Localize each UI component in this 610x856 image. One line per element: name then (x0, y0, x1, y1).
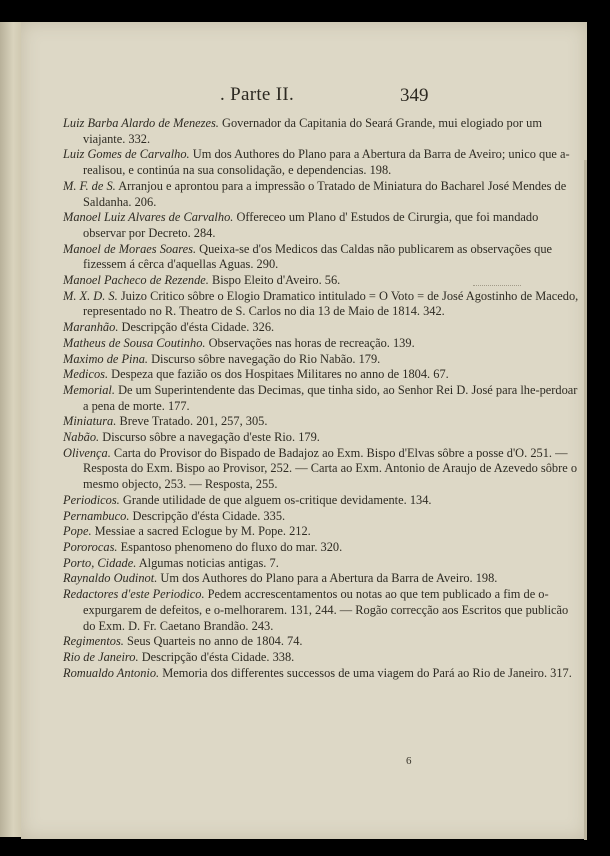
entry-name: Pororocas. (63, 539, 118, 554)
index-entry (63, 430, 581, 446)
entry-text: Um dos Authores do Plano para a Abertura da Barra de Aveiro; unico que a-realisou, e continúa na sua consolidação, e dependencias. 198. (83, 147, 570, 178)
entry-text: Carta do Provisor do Bispado de Badajoz ao Exm. Bispo d'Elvas sôbre a posse d'O. 251. — Resposta do Exm. Bispo ao Provisor, 252. — Carta ao Exm. Antonio de Araujo de Azevedo sôbre o mesmo objecto, 253. — Resposta, 255. (83, 445, 578, 492)
entry-text: Memoria dos differentes successos de uma viagem do Pará ao Rio de Janeiro. 317. (159, 665, 572, 680)
entry-name: Pope. (63, 524, 92, 539)
entry-name: M. F. de S. (63, 178, 116, 193)
index-entry (63, 383, 581, 414)
index-entry (63, 289, 581, 320)
entry-name: Matheus de Sousa Coutinho. (63, 335, 206, 350)
entry-name: Regimentos. (63, 634, 124, 649)
entry-name: Medicos. (63, 367, 109, 382)
index-entry (63, 650, 581, 666)
entry-text: Espantoso phenomeno do fluxo do mar. 320. (117, 539, 343, 554)
entry-text: Grande utilidade de que alguem os-critique devidamente. 134. (119, 492, 432, 507)
entry-name: Luiz Gomes de Carvalho. (63, 147, 190, 162)
index-entry (63, 493, 581, 509)
entry-text: Seus Quarteis no anno de 1804. 74. (123, 634, 303, 649)
page-header (21, 84, 587, 114)
index-entries (63, 116, 581, 681)
index-entry (63, 320, 581, 336)
entry-name: Memorial. (63, 382, 115, 397)
entry-text: De um Superintendente das Decimas, que tinha sido, ao Senhor Rei D. José para lhe-perdoar a pena de morte. 177. (83, 382, 578, 413)
index-entry (63, 446, 581, 493)
entry-text: Descripção d'ésta Cidade. 338. (138, 649, 295, 664)
entry-name: Rio de Janeiro. (63, 649, 139, 664)
entry-name: Pernambuco. (63, 508, 130, 523)
entry-text: Queixa-se d'os Medicos das Caldas não publicarem as observações que fizessem á cêrca d'aquellas Aguas. 290. (83, 241, 553, 272)
index-entry (63, 524, 581, 540)
index-entry (63, 634, 581, 650)
entry-text: Bispo Eleito d'Aveiro. 56. (208, 273, 341, 288)
index-entry (63, 242, 581, 273)
index-entry (63, 147, 581, 178)
entry-text: Discurso sôbre a navegação d'este Rio. 179. (99, 430, 320, 445)
entry-name: Manoel Luiz Alvares de Carvalho. (63, 210, 234, 225)
entry-name: Periodicos. (63, 492, 120, 507)
entry-name: M. X. D. S. (63, 288, 118, 303)
page-number: 349 (400, 85, 429, 106)
entry-text: Um dos Authores do Plano para a Abertura da Barra de Aveiro. 198. (157, 571, 498, 586)
entry-text: Descripção d'ésta Cidade. 326. (118, 320, 275, 335)
index-entry (63, 116, 581, 147)
index-entry (63, 540, 581, 556)
entry-text: Breve Tratado. 201, 257, 305. (116, 414, 268, 429)
index-entry (63, 179, 581, 210)
entry-name: Luiz Barba Alardo de Menezes. (63, 116, 219, 130)
entry-text: Juizo Critico sôbre o Elogio Dramatico intitulado = O Voto = de José Agostinho de Macedo, representado no R. Theatro de S. Carlos no dia 13 de Maio de 1814. 342. (83, 288, 579, 319)
index-entry (63, 509, 581, 525)
entry-name: Romualdo Antonio. (63, 665, 160, 680)
entry-text: Messiae a sacred Eclogue by M. Pope. 212. (91, 524, 311, 539)
entry-name: Olivença. (63, 445, 111, 460)
facing-page-edge (0, 22, 22, 837)
index-entry (63, 414, 581, 430)
index-entry (63, 210, 581, 241)
running-head: . Parte II. (220, 84, 294, 105)
entry-name: Maranhão. (63, 320, 119, 335)
entry-name: Redactores d'este Periodico. (63, 587, 205, 602)
entry-text: Arranjou e aprontou para a impressão o Tratado de Miniatura do Bacharel José Mendes de Saldanha. 206. (83, 178, 567, 209)
index-entry (63, 666, 581, 682)
index-entry (63, 367, 581, 383)
entry-text: Despeza que fazião os dos Hospitaes Militares no anno de 1804. 67. (108, 367, 449, 382)
index-entry (63, 571, 581, 587)
index-entry (63, 556, 581, 572)
entry-name: Manoel de Moraes Soares. (63, 241, 197, 256)
index-entry (63, 587, 581, 634)
signature-mark: 6 (406, 755, 412, 767)
entry-name: Porto, Cidade. (63, 555, 137, 570)
page-edge (584, 160, 587, 840)
book-page (21, 22, 587, 839)
entry-name: Miniatura. (63, 414, 117, 429)
entry-text: Algumas noticias antigas. 7. (136, 555, 279, 570)
index-entry (63, 273, 581, 289)
index-entry (63, 336, 581, 352)
entry-text: Offereceo um Plano d' Estudos de Cirurgia, que foi mandado observar por Decreto. 284. (83, 210, 539, 240)
entry-name: Nabão. (63, 430, 100, 445)
entry-text: Governador da Capitania do Seará Grande, mui elogiado por um viajante. 332. (83, 116, 542, 146)
entry-text: Pedem accrescentamentos ou notas ao que tem publicado a fim de o-expurgarem de defeitos, e o-melhorarem. 131, 244. — Rogão correcção aos Escritos que publicão do Exm. D. Fr. Caetano Brandão. 243. (83, 587, 569, 633)
entry-name: Manoel Pacheco de Rezende. (63, 273, 209, 288)
entry-text: Observações nas horas de recreação. 139. (205, 335, 415, 350)
entry-name: Raynaldo Oudinot. (63, 571, 158, 586)
entry-text: Discurso sôbre navegação do Rio Nabão. 179. (148, 351, 381, 366)
index-entry (63, 352, 581, 368)
entry-text: Descripção d'ésta Cidade. 335. (129, 508, 286, 523)
entry-name: Maximo de Pina. (63, 351, 148, 366)
